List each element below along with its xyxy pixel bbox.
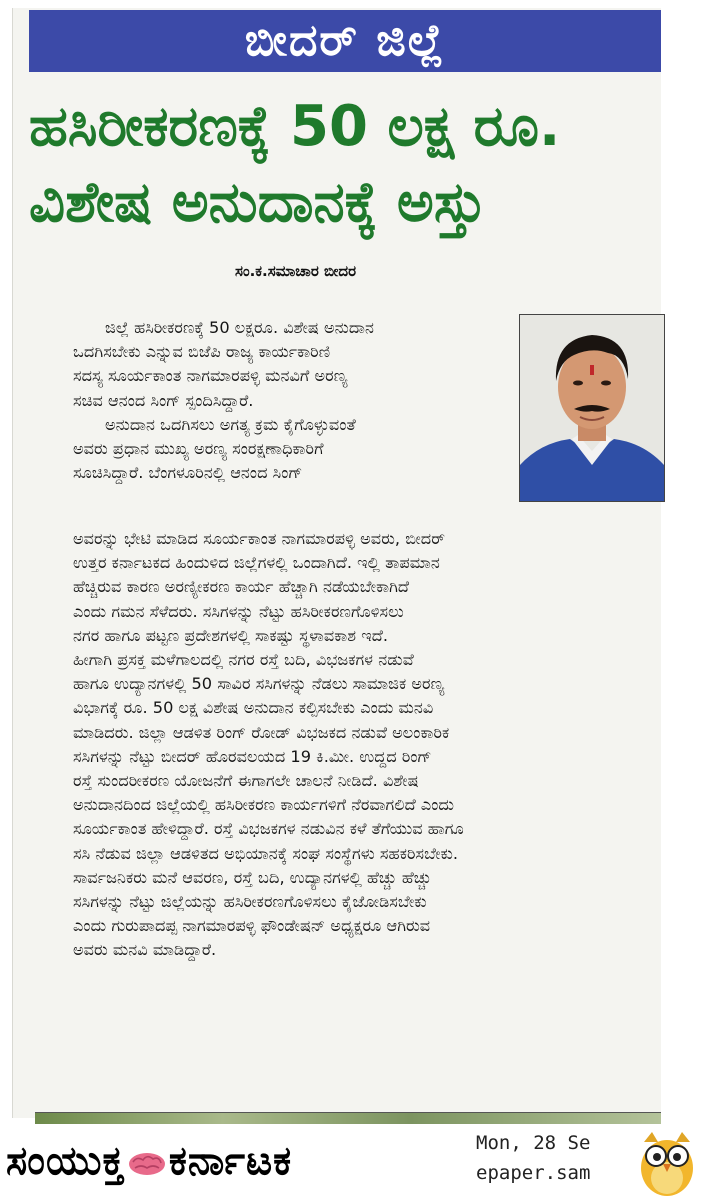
section-banner: ಬೀದರ್ ಜಿಲ್ಲೆ (29, 10, 661, 72)
article-line: ಸಾರ್ವಜನಿಕರು ಮನೆ ಆವರಣ, ರಸ್ತೆ ಬದಿ, ಉದ್ಯಾನಗಳಲ್ಲಿ ಹೆಚ್ಚು ಹೆಚ್ಚು (73, 867, 432, 887)
epaper-footer (0, 1124, 705, 1200)
article-line: ಎಂದು ಗಮನ ಸೆಳೆದರು. ಸಸಿಗಳನ್ನು ನೆಟ್ಟು ಹಸಿರೀಕರಣಗೊಳಿಸಲು (73, 601, 404, 621)
brain-logo-icon (127, 1150, 167, 1176)
headline-line-1: ಹಸಿರೀಕರಣಕ್ಕೆ 50 ಲಕ್ಷ ರೂ. (29, 94, 561, 159)
article-line: ಅನುದಾನದಿಂದ ಜಿಲ್ಲೆಯಲ್ಲಿ ಹಸಿರೀಕರಣ ಕಾರ್ಯಗಳಿಗೆ ನೆರವಾಗಲಿದೆ ಎಂದು (73, 795, 455, 815)
brand-name-part-1: ಸಂಯುಕ್ತ (6, 1138, 125, 1184)
article-line: ರಸ್ತೆ ಸುಂದರೀಕರಣ ಯೋಜನೆಗೆ ಈಗಾಗಲೇ ಚಾಲನೆ ನೀಡಿದೆ. ವಿಶೇಷ (73, 771, 419, 791)
article-line: ಸಚಿವ ಆನಂದ ಸಿಂಗ್ ಸ್ಪಂದಿಸಿದ್ದಾರೆ. (73, 390, 254, 410)
article-line: ಹೆಚ್ಚಿರುವ ಕಾರಣ ಅರಣ್ಯೀಕರಣ ಕಾರ್ಯ ಹೆಚ್ಚಾಗಿ ನಡೆಯಬೇಕಾಗಿದೆ (73, 577, 410, 597)
brand-name-part-2: ಕರ್ನಾಟಕ (168, 1138, 293, 1184)
article-line: ಸದಸ್ಯ ಸೂರ್ಯಕಾಂತ ನಾಗಮಾರಪಳ್ಳಿ ಮನವಿಗೆ ಅರಣ್ಯ (73, 366, 348, 386)
article-line: ಅವರು ಪ್ರಧಾನ ಮುಖ್ಯ ಅರಣ್ಯ ಸಂರಕ್ಷಣಾಧಿಕಾರಿಗೆ (73, 439, 324, 459)
epaper-url[interactable]: epaper.sam (476, 1162, 591, 1184)
article-line: ಸಸಿಗಳನ್ನು ನೆಟ್ಟು ಜಿಲ್ಲೆಯನ್ನು ಹಸಿರೀಕರಣಗೊಳಿಸಲು ಕೈಜೋಡಿಸಬೇಕು (73, 892, 427, 912)
headline-line-2: ವಿಶೇಷ ಅನುದಾನಕ್ಕೆ ಅಸ್ತು (29, 170, 487, 235)
article-line: ಸಸಿಗಳನ್ನು ನೆಟ್ಟು ಬೀದರ್ ಹೊರವಲಯದ 19 ಕಿ.ಮೀ. ಉದ್ದದ ರಿಂಗ್ (73, 746, 432, 766)
person-portrait-image (520, 315, 664, 501)
issue-date: Mon, 28 Se (476, 1132, 591, 1154)
article-line: ನಗರ ಹಾಗೂ ಪಟ್ಟಣ ಪ್ರದೇಶಗಳಲ್ಲಿ ಸಾಕಷ್ಟು ಸ್ಥಳಾವಕಾಶ ಇದೆ. (73, 625, 388, 645)
article-line: ಸೂರ್ಯಕಾಂತ ಹೇಳಿದ್ದಾರೆ. ರಸ್ತೆ ವಿಭಜಕಗಳ ನಡುವಿನ ಕಳೆ ತೆಗೆಯುವ ಹಾಗೂ (73, 819, 464, 839)
article-line: ಹಾಗೂ ಉದ್ಯಾನಗಳಲ್ಲಿ 50 ಸಾವಿರ ಸಸಿಗಳನ್ನು ನೆಡಲು ಸಾಮಾಜಿಕ ಅರಣ್ಯ (73, 674, 445, 694)
brand-logo[interactable] (6, 1138, 292, 1184)
article-line: ಅನುದಾನ ಒದಗಿಸಲು ಅಗತ್ಯ ಕ್ರಮ ಕೈಗೊಳ್ಳುವಂತೆ (105, 414, 356, 434)
newspaper-page (12, 8, 661, 1118)
byline: ಸಂ.ಕ.ಸಮಾಚಾರ ಬೀದರ (235, 262, 357, 280)
article-lead-paragraph (73, 316, 499, 485)
article-line: ಎಂದು ಗುರುಪಾದಪ್ಪ ನಾಗಮಾರಪಳ್ಳಿ ಫೌಂಡೇಷನ್ ಅಧ್ಯಕ್ಷರೂ ಆಗಿರುವ (73, 916, 431, 936)
article-line: ವಿಭಾಗಕ್ಕೆ ರೂ. 50 ಲಕ್ಷ ವಿಶೇಷ ಅನುದಾನ ಕಲ್ಪಿಸಬೇಕು ಎಂದು ಮನವಿ (73, 698, 434, 718)
article-line: ಸಸಿ ನೆಡುವ ಜಿಲ್ಲಾ ಆಡಳಿತದ ಅಭಿಯಾನಕ್ಕೆ ಸಂಘ ಸಂಸ್ಥೆಗಳು ಸಹಕರಿಸಬೇಕು. (73, 843, 459, 863)
article-line: ಹೀಗಾಗಿ ಪ್ರಸಕ್ತ ಮಳೆಗಾಲದಲ್ಲಿ ನಗರ ರಸ್ತೆ ಬದಿ, ವಿಭಜಕಗಳ ನಡುವೆ (73, 650, 414, 670)
article-line: ಜಿಲ್ಲೆ ಹಸಿರೀಕರಣಕ್ಕೆ 50 ಲಕ್ಷರೂ. ವಿಶೇಷ ಅನುದಾನ (105, 318, 374, 337)
person-photo (519, 314, 665, 502)
article-line: ಮಾಡಿದರು. ಜಿಲ್ಲಾ ಆಡಳಿತ ರಿಂಗ್ ರೋಡ್ ವಿಭಜಕದ ನಡುವೆ ಅಲಂಕಾರಿಕ (73, 722, 450, 742)
article-line: ಅವರನ್ನು ಭೇಟಿ ಮಾಡಿದ ಸೂರ್ಯಕಾಂತ ನಾಗಮಾರಪಳ್ಳಿ ಅವರು, ಬೀದರ್ (73, 529, 446, 548)
article-line: ಒದಗಿಸಬೇಕು ಎನ್ನುವ ಬಿಜೆಪಿ ರಾಜ್ಯ ಕಾರ್ಯಕಾರಿಣಿ (73, 342, 331, 362)
article-line: ಸೂಚಿಸಿದ್ದಾರೆ. ಬೆಂಗಳೂರಿನಲ್ಲಿ ಆನಂದ ಸಿಂಗ್ (73, 463, 303, 483)
article-line: ಅವರು ಮನವಿ ಮಾಡಿದ್ದಾರೆ. (73, 940, 217, 960)
owl-mascot-icon (636, 1128, 698, 1198)
article-body (73, 527, 663, 963)
article-line: ಉತ್ತರ ಕರ್ನಾಟಕದ ಹಿಂದುಳಿದ ಜಿಲ್ಲೆಗಳಲ್ಲಿ ಒಂದಾಗಿದೆ. ಇಲ್ಲಿ ತಾಪಮಾನ (73, 553, 440, 573)
